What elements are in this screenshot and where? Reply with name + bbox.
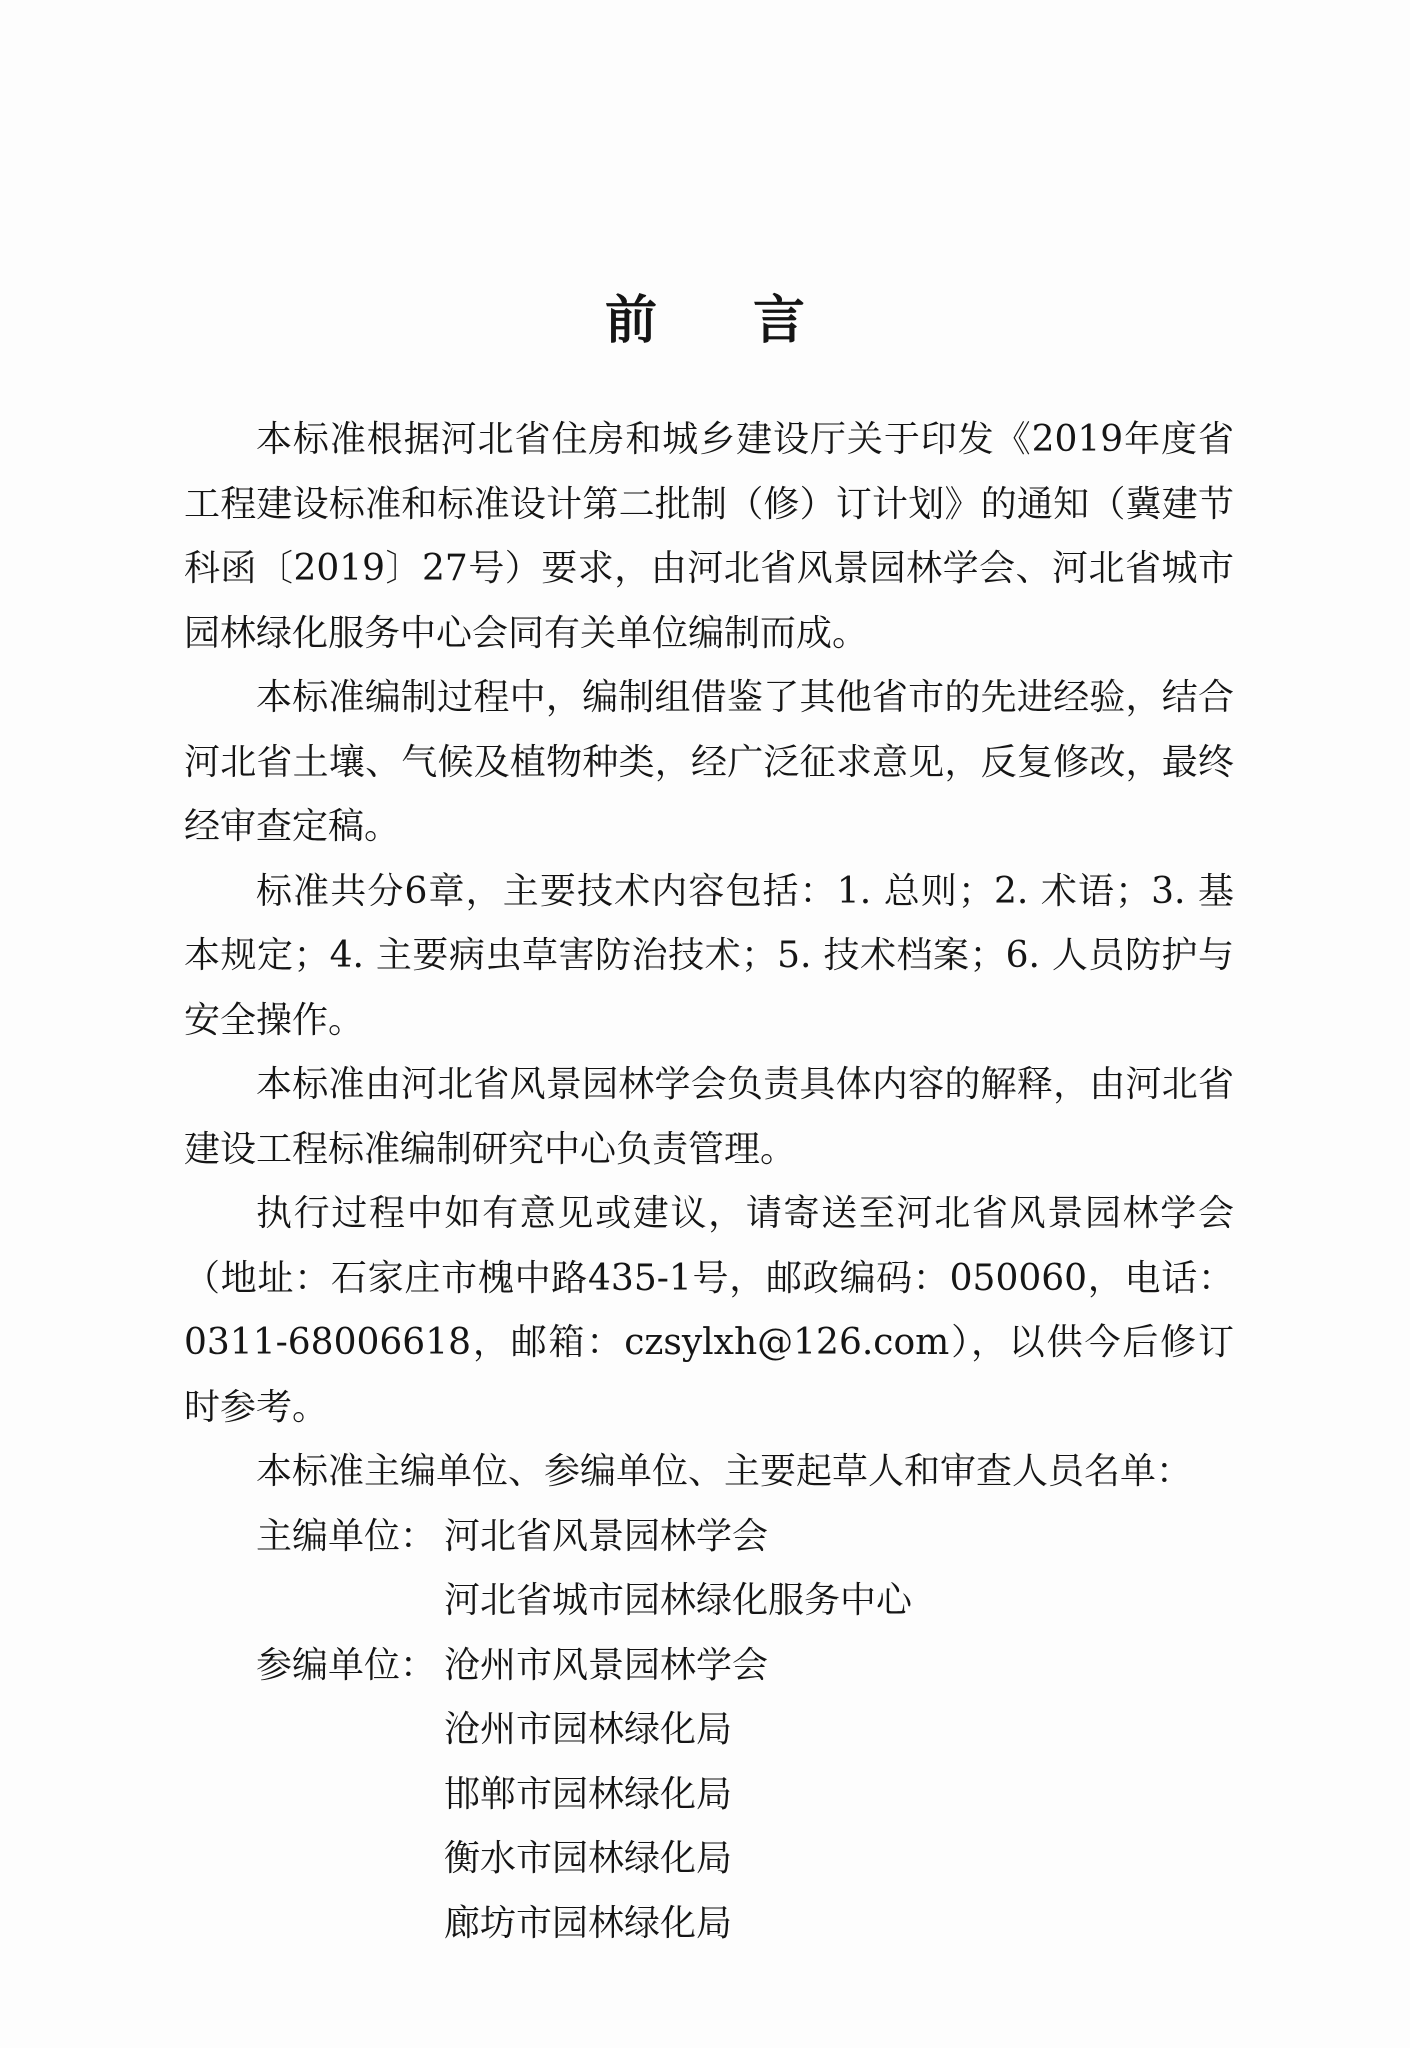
chief-editor-block — [184, 1505, 1234, 1634]
chief-editor-list — [444, 1505, 912, 1634]
paragraph-personnel-intro: 本标准主编单位、参编单位、主要起草人和审查人员名单： — [256, 1451, 1193, 1492]
chief-editor-label: 主编单位： — [256, 1515, 437, 1557]
paragraph-chapters: 标准共分6章，主要技术内容包括：1. 总则；2. 术语；3. 基本规定；4. 主要病虫草害防治技术；5. 技术档案；6. 人员防护与安全操作。 — [184, 870, 1234, 1041]
paragraph-basis: 本标准根据河北省住房和城乡建设厅关于印发《2019年度省工程建设标准和标准设计第二批制（修）订计划》的通知（冀建节科函〔2019〕27号）要求，由河北省风景园林学会、河北省城市园林绿化服务中心会同有关单位编制而成。 — [184, 419, 1234, 654]
co-editor-list — [444, 1634, 768, 1957]
paragraph-feedback: 执行过程中如有意见或建议，请寄送至河北省风景园林学会（地址：石家庄市槐中路435-1号，邮政编码：050060，电话：0311-68006618，邮箱：czsylxh@126.com），以供今后修订时参考。 — [184, 1193, 1234, 1428]
co-editor-label: 参编单位： — [256, 1644, 437, 1686]
title-char-2: 言 — [753, 291, 806, 351]
co-editor-unit: 沧州市风景园林学会 — [444, 1644, 769, 1686]
chief-editor-unit: 河北省风景园林学会 — [444, 1515, 769, 1557]
paragraph-interpretation: 本标准由河北省风景园林学会负责具体内容的解释，由河北省建设工程标准编制研究中心负责管理。 — [184, 1064, 1234, 1170]
co-editor-unit: 廊坊市园林绿化局 — [444, 1902, 733, 1944]
page-title — [0, 278, 1410, 353]
co-editor-unit: 邯郸市园林绿化局 — [444, 1773, 733, 1815]
title-char-1: 前 — [604, 291, 657, 351]
co-editor-unit: 衡水市园林绿化局 — [444, 1838, 733, 1879]
chief-editor-unit: 河北省城市园林绿化服务中心 — [444, 1580, 913, 1621]
co-editor-unit: 沧州市园林绿化局 — [444, 1709, 733, 1750]
co-editor-block — [184, 1634, 1234, 1957]
preface-body — [184, 408, 1234, 1956]
paragraph-process: 本标准编制过程中，编制组借鉴了其他省市的先进经验，结合河北省土壤、气候及植物种类，经广泛征求意见，反复修改，最终经审查定稿。 — [184, 677, 1234, 847]
